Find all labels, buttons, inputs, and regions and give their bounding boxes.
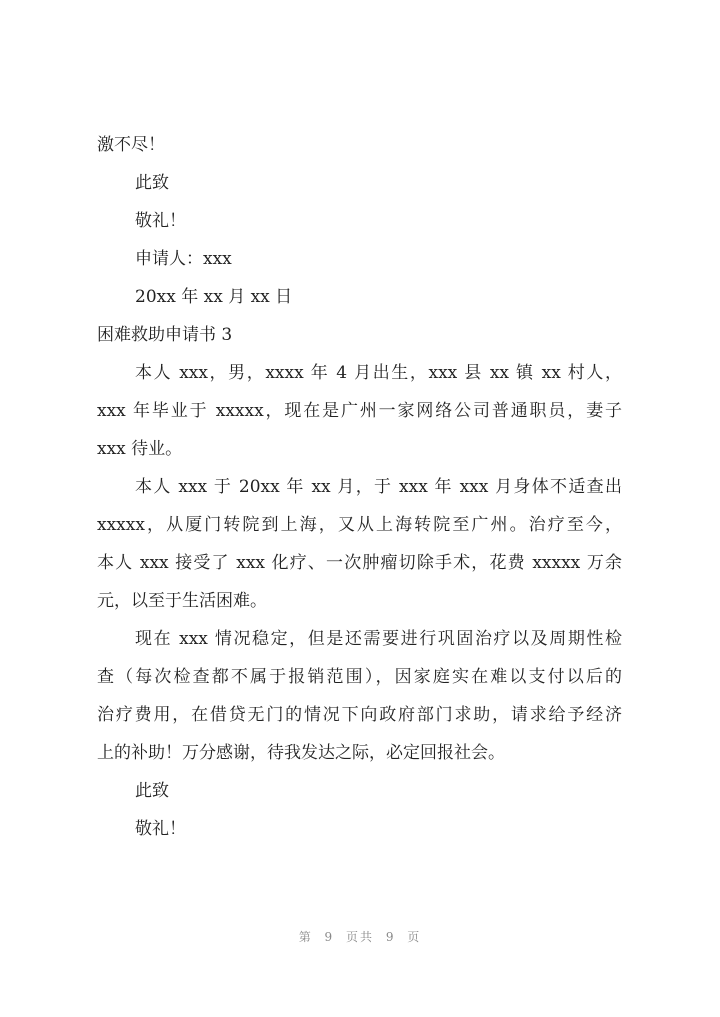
paragraph-line: 元，以至于生活困难。	[97, 591, 267, 611]
salutation-line: 敬礼！	[135, 211, 186, 231]
paragraph-line: 上的补助！万分感谢，待我发达之际，必定回报社会。	[97, 743, 505, 763]
paragraph-line: xxx 年毕业于 xxxxx，现在是广州一家网络公司普通职员，妻子	[97, 401, 622, 421]
paragraph-line: 现在 xxx 情况稳定，但是还需要进行巩固治疗以及周期性检	[135, 629, 622, 649]
section-title: 困难救助申请书 3	[97, 325, 233, 345]
paragraph-line: xxx 待业。	[97, 439, 183, 459]
applicant-line: 申请人：xxx	[135, 249, 232, 269]
closing-line: 此致	[135, 173, 169, 193]
page-footer: 第 9 页共 9 页	[298, 930, 422, 944]
paragraph-line: 查（每次检查都不属于报销范围），因家庭实在难以支付以后的	[97, 667, 622, 687]
date-line: 20xx 年 xx 月 xx 日	[135, 287, 293, 307]
paragraph-line: 治疗费用，在借贷无门的情况下向政府部门求助，请求给予经济	[97, 705, 622, 725]
paragraph-line: 本人 xxx，男，xxxx 年 4 月出生，xxx 县 xx 镇 xx 村人，	[135, 363, 622, 383]
text-line: 激不尽！	[97, 135, 165, 155]
paragraph-line: xxxxx，从厦门转院到上海，又从上海转院至广州。治疗至今，	[97, 515, 622, 535]
paragraph-line: 本人 xxx 于 20xx 年 xx 月，于 xxx 年 xxx 月身体不适查出	[135, 477, 622, 497]
closing-line: 此致	[135, 781, 169, 801]
paragraph-line: 本人 xxx 接受了 xxx 化疗、一次肿瘤切除手术，花费 xxxxx 万余	[97, 553, 622, 573]
salutation-line: 敬礼！	[135, 819, 186, 839]
